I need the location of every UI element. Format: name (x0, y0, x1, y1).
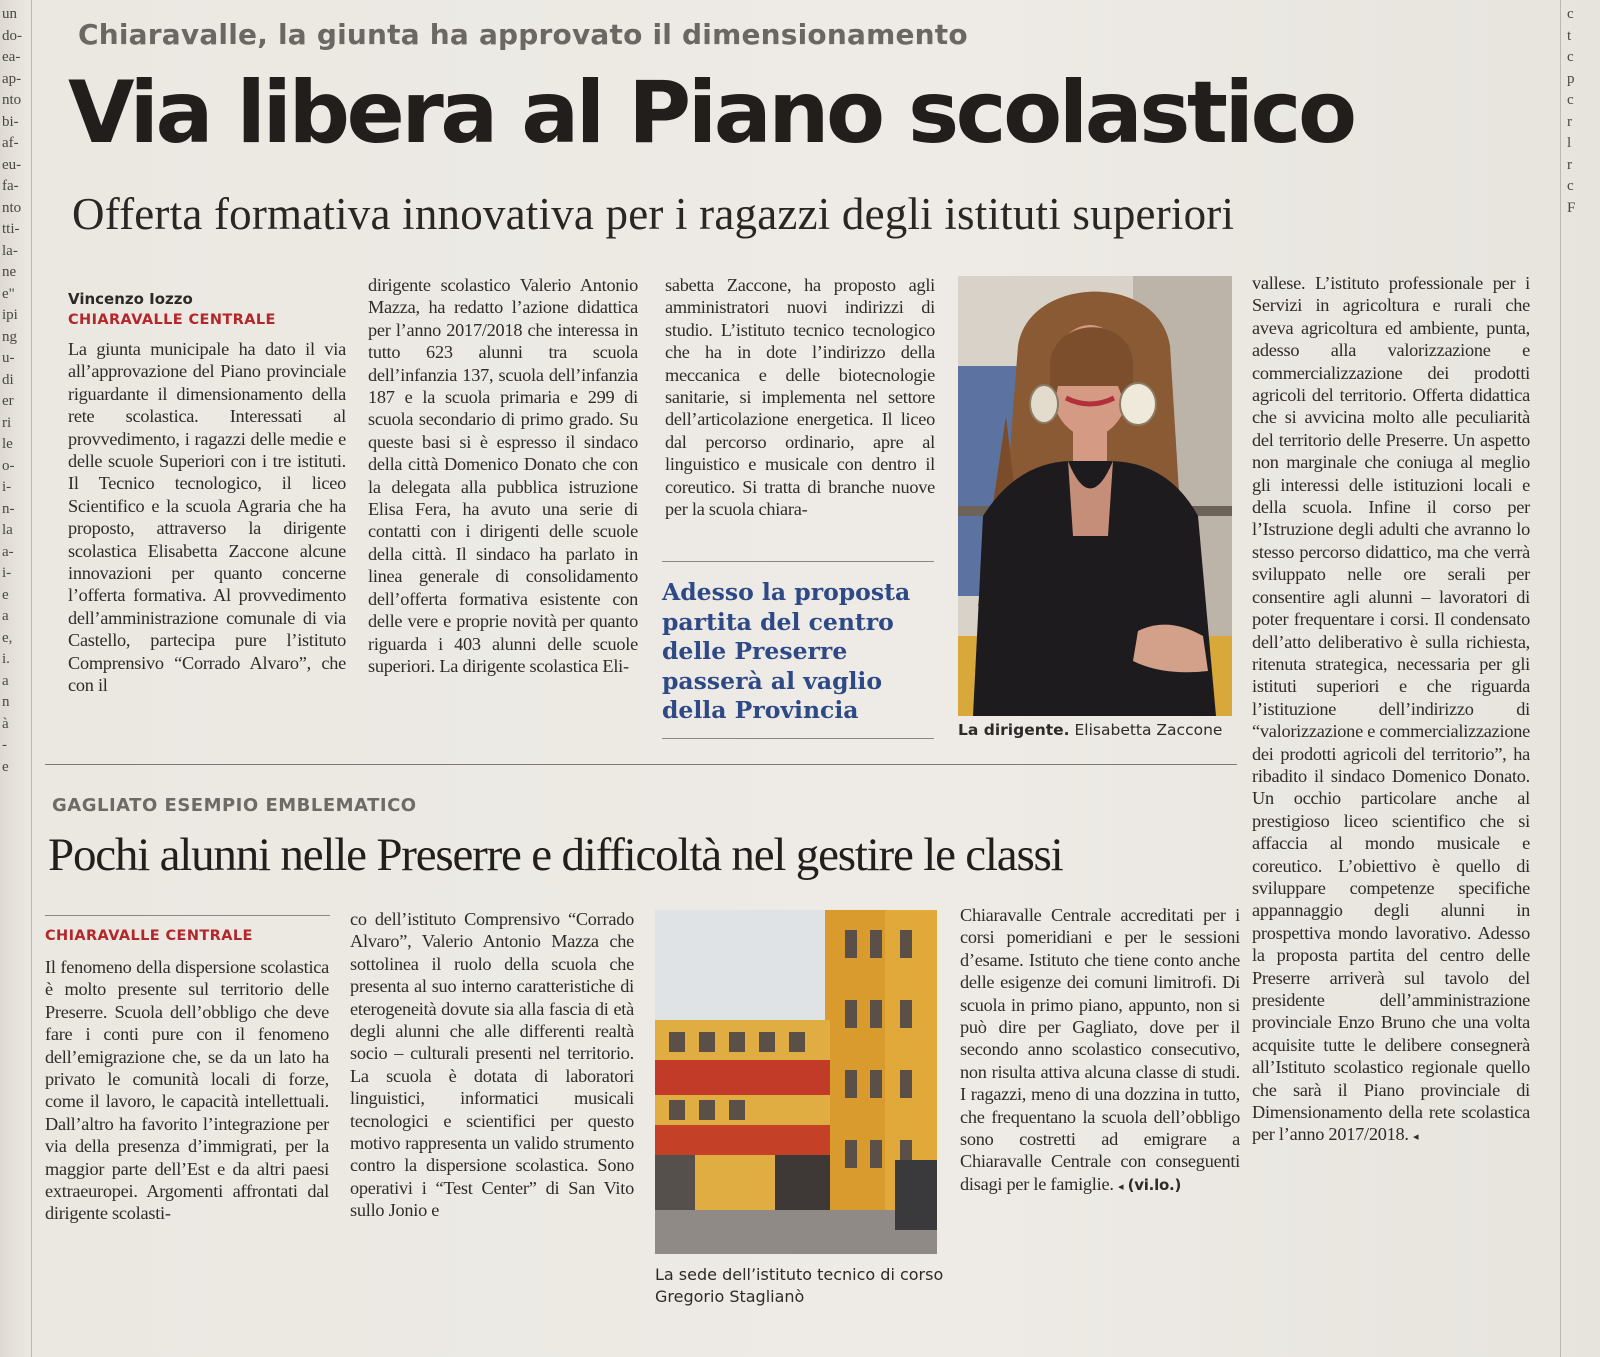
article1-column-4-text: vallese. L’istituto professionale per i Servizi in agricoltura e rurali che aveva agricoltura ed ambiente, punta, adesso alla valorizzazione e commercializzazione dei prodotti agricoli del territorio. Offerta didattica che si avvicina molto alle peculiarità del territorio delle Preserre. Un aspetto non marginale che coniuga al meglio gli interessi delle istituzioni locali e della scuola. Infine il corso per l’Istruzione degli adulti che avranno lo stesso percorso didattico, ma che verrà sviluppato nelle ore serali per consentire agli alunni – lavoratori di poter frequentare i corsi. Il condensato dell’atto deliberativo è sulla richiesta, ritenuta strategica, necessaria per gli istituti superiori e che riguarda l’istituzione dell’indirizzo di “valorizzazione e commercializzazione dei prodotti agricoli del territorio”, ha ribadito il sindaco Domenico Donato. Un occhio particolare anche al prestigioso liceo scientifico che si affaccia al mondo musicale e coreutico. L’obiettivo è quello di sviluppare competenze specifiche appannaggio degli alunni in prospettiva mondo lavorativo. Adesso la proposta partita del centro delle Preserre arriverà sul tavolo del presidente dell’amministrazione provinciale Enzo Bruno che una volta acquisite tutte le delibere consegnerà all’Istituto scolastico regionale quello che sarà il Piano provinciale di Dimensionamento della rete scolastica per l’anno 2017/2018. (1252, 273, 1530, 1145)
article2-signature: (vi.lo.) (1127, 1175, 1182, 1194)
left-edge-fragment: do- (2, 27, 22, 44)
article2-column-3 (960, 904, 1240, 1198)
portrait-caption-name: Elisabetta Zaccone (1074, 721, 1223, 739)
left-edge-fragment: e" (2, 285, 15, 302)
right-edge-fragment: p (1567, 70, 1575, 87)
right-edge-fragment: r (1567, 156, 1572, 173)
left-edge-fragment: tti- (2, 221, 20, 237)
school-photo-caption: La sede dell’istituto tecnico di corso Gregorio Staglianò (655, 1265, 944, 1306)
pull-quote-bottom-rule (662, 738, 934, 739)
left-edge-fragment: nto (2, 92, 22, 108)
article2-column-2: co dell’istituto Comprensivo “Corrado Alvaro”, Valerio Antonio Mazza che sottolinea il ruolo della scuola che presenta al suo interno caratteristiche di eterogeneità dovute sia alla fascia di età degli alunni che alle differenti realtà socio – culturali presenti nel territorio. La scuola è dotata di laboratori linguistici, informatici musicali tecnologici e scientifici per questo motivo rappresenta un valido strumento contro la dispersione scolastica. Sono operativi i “Test Center” di San Vito sullo Jonio e (350, 909, 634, 1221)
left-edge-fragment: nto (2, 199, 22, 216)
left-edge-fragment: a (2, 608, 9, 624)
left-edge-fragment: o- (2, 457, 15, 474)
left-edge-fragment: a (2, 672, 9, 689)
left-edge-fragment: i. (2, 651, 10, 667)
section-divider (45, 764, 1237, 765)
article1-author: Vincenzo Iozzo (68, 290, 193, 308)
left-edge-fragment: fa- (2, 178, 19, 194)
article2-place: CHIARAVALLE CENTRALE (45, 928, 253, 944)
article1-column-2: dirigente scolastico Valerio Antonio Mazza, ha redatto l’azione didattica per l’anno 2017/2018 che interessa in tutto 623 alunni tra scuola dell’infanzia 137, scuola dell’infanzia 187 e la scuola primaria e 299 di scuola secondario di primo grado. Su queste basi si è espresso il sindaco della città Domenico Donato che con la delegata alla pubblica istruzione Elisa Fera, ha avuto una serie di contatti con i dirigenti delle scuole della città. Il sindaco ha parlato in linea generale di consolidamento dell’offerta formativa esistente con delle vere e proprie novità per quanto riguarda i 403 alunni delle scuole superiori. La dirigente scolastica Eli- (368, 275, 638, 676)
left-edge-fragment: ap- (2, 70, 22, 87)
portrait-photo (958, 276, 1232, 716)
right-edge-fragment: c (1567, 92, 1574, 108)
article2-column-3-text: Chiaravalle Centrale accreditati per i corsi pomeridiani e per le sessioni d’esame. Istituto che tiene conto anche delle esigenze dei comuni limitrofi. Di scuola in primo piano, appunto, non si può dire per Gagliato, dove per il secondo anno scolastico consecutivo, non risulta attiva alcuna classe di studi. I ragazzi, meno di una dozzina in tutto, che frequentano la scuola dell’obbligo sono costretti ad emigrare a Chiaravalle Centrale con conseguenti disagi per le famiglie. (960, 905, 1240, 1194)
left-edge-fragment: le (2, 436, 13, 452)
left-edge-fragment: ea- (2, 49, 21, 65)
left-edge-fragment: - (2, 737, 7, 753)
left-edge-fragment: la (2, 522, 13, 538)
left-edge-fragment: a- (2, 543, 14, 560)
article2-kicker: GAGLIATO ESEMPIO EMBLEMATICO (52, 795, 417, 816)
left-edge-fragment: ipi (2, 307, 18, 323)
left-edge-fragment: à (2, 715, 9, 732)
left-edge-fragment: eu- (2, 156, 22, 173)
pull-quote: Adesso la proposta partita del centro delle Preserre passerà al vaglio della Provincia (662, 578, 911, 724)
article2-column-rule (45, 915, 330, 916)
article2-headline: Pochi alunni nelle Preserre e difficoltà nel gestire le classi (48, 829, 1063, 881)
article1-column-4 (1252, 272, 1530, 1149)
left-edge-fragment: ng (2, 328, 17, 345)
portrait-caption-label: La dirigente. (958, 721, 1070, 739)
right-column-rule (1560, 0, 1561, 1357)
left-edge-fragment: ri (2, 414, 12, 431)
left-edge-fragment: un (2, 6, 17, 22)
article1-place: CHIARAVALLE CENTRALE (68, 312, 276, 328)
left-edge-fragment: er (2, 393, 14, 409)
right-edge-fragment: r (1567, 113, 1572, 130)
left-edge-fragment: af- (2, 135, 19, 151)
left-edge-fragment: i- (2, 565, 12, 581)
left-edge-fragment: ne (2, 264, 17, 280)
article1-end-mark: ◂ (1413, 1130, 1419, 1144)
left-edge-fragment: e (2, 586, 9, 603)
article2-end-mark: ◂ (1117, 1179, 1124, 1193)
right-edge-fragment: c (1567, 49, 1574, 65)
article1-subheadline: Offerta formativa innovativa per i ragazzi degli istituti superiori (72, 189, 1235, 239)
left-edge-fragment: u- (2, 350, 15, 366)
left-edge-fragment: bi- (2, 113, 19, 130)
right-edge-column (1567, 4, 1600, 219)
right-edge-fragment: t (1567, 27, 1572, 44)
pull-quote-top-rule (662, 561, 934, 562)
article1-column-3: sabetta Zaccone, ha proposto agli amministratori nuovi indirizzi di studio. L’istituto tecnico tecnologico che ha in dote l’indirizzo della meccanica e delle biotecnologie sanitarie, si implementa nel settore dell’articolazione energetica. Il liceo dal percorso ordinario, apre al linguistico e musicale con dentro il coreutico. Si tratta di branche nuove per la scuola chiara- (665, 275, 935, 520)
left-column-rule (31, 0, 32, 1357)
article1-kicker: Chiaravalle, la giunta ha approvato il dimensionamento (78, 18, 968, 51)
left-edge-column (0, 4, 32, 778)
article2-column-1: Il fenomeno della dispersione scolastica è molto presente sul territorio delle Preserre. Scuola dell’obbligo che deve fare i conti pure con il fenomeno dell’emigrazione che, se da un lato ha privato le comunità locali di forze, come il lavoro, le capacità intellettuali. Dall’altro ha favorito l’integrazione per via della presenza d’immigrati, per la maggior parte dell’Est e da altri paesi extraeuropei. Argomenti affrontati dal dirigente scolasti- (45, 957, 329, 1224)
left-edge-fragment: di (2, 371, 14, 388)
left-edge-fragment: e (2, 758, 9, 775)
left-edge-fragment: la- (2, 242, 18, 259)
left-edge-fragment: i- (2, 479, 12, 495)
left-edge-fragment: e, (2, 629, 13, 646)
left-edge-fragment: n- (2, 500, 15, 517)
right-edge-fragment: c (1567, 178, 1574, 194)
article1-headline: Via libera al Piano scolastico (68, 63, 1354, 163)
article1-column-1: La giunta municipale ha dato il via all’approvazione del Piano provinciale riguardante il dimensionamento della rete scolastica. Interessati al provvedimento, i ragazzi delle medie e delle scuole Superiori con i tre istituti. Il Tecnico tecnologico, il liceo Scientifico e la scuola Agraria che ha proposto, attraverso la dirigente scolastica Elisabetta Zaccone alcune innovazioni per quanto concerne l’offerta formativa. Al provvedimento dell’amministrazione comunale di via Castello, partecipa pure l’istituto Comprensivo “Corrado Alvaro”, che con il (68, 339, 346, 696)
left-edge-fragment: n (2, 694, 10, 710)
right-edge-fragment: c (1567, 6, 1574, 22)
right-edge-fragment: l (1567, 135, 1572, 151)
school-photo (655, 910, 937, 1254)
portrait-caption (958, 721, 1222, 739)
right-edge-fragment: F (1567, 199, 1576, 216)
